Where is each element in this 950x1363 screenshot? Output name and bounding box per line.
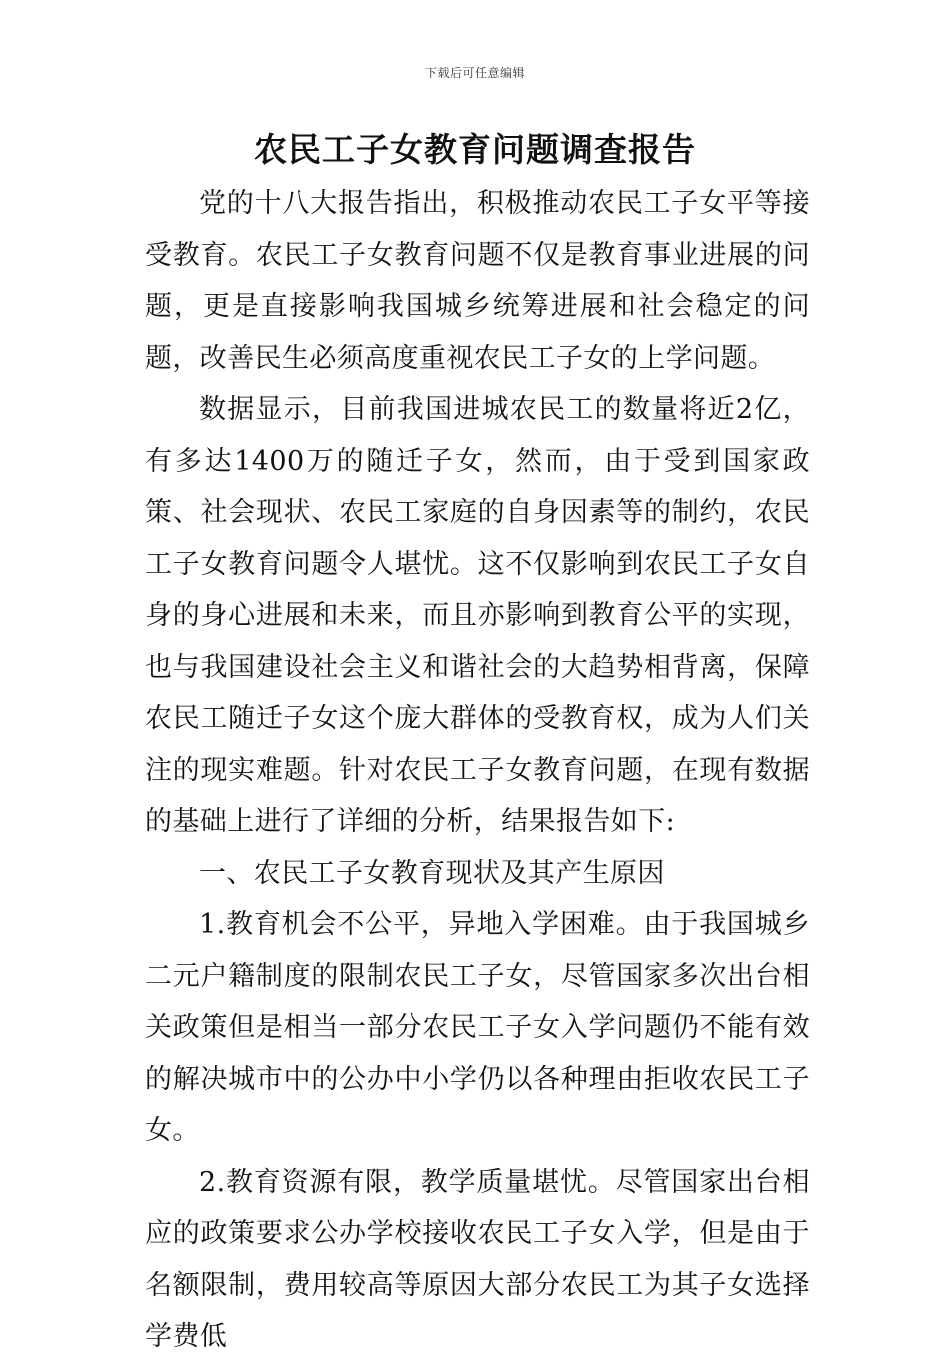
- header-note: 下载后可任意编辑: [424, 66, 525, 80]
- paragraph-data: 数据显示，目前我国进城农民工的数量将近2亿，有多达1400万的随迁子女，然而，由于受到国家政策、社会现状、农民工家庭的自身因素等的制约，农民工子女教育问题令人堪忧。这不仅影响到农民工子女自身的身心进展和未来，而且亦影响到教育公平的实现，也与我国建设社会主义和谐社会的大趋势相背离，保障农民工随迁子女这个庞大群体的受教育权，成为人们关注的现实难题。针对农民工子女教育问题，在现有数据的基础上进行了详细的分析，结果报告如下:: [145, 394, 810, 837]
- document-title: 农民工子女教育问题调查报告: [254, 130, 696, 169]
- document-body: [145, 178, 810, 1363]
- paragraph-intro: 党的十八大报告指出，积极推动农民工子女平等接受教育。农民工子女教育问题不仅是教育事业进展的问题，更是直接影响我国城乡统筹进展和社会稳定的问题，改善民生必须高度重视农民工子女的上学问题。: [145, 188, 810, 374]
- section-heading: 一、农民工子女教育现状及其产生原因: [199, 857, 665, 889]
- paragraph-point-2: 2.教育资源有限，教学质量堪忧。尽管国家出台相应的政策要求公办学校接收农民工子女入学，但是由于名额限制，费用较高等原因大部分农民工为其子女选择学费低: [145, 1166, 810, 1352]
- paragraph-point-1: 1.教育机会不公平，异地入学困难。由于我国城乡二元户籍制度的限制农民工子女，尽管国家多次出台相关政策但是相当一部分农民工子女入学问题仍不能有效的解决城市中的公办中小学仍以各种理由拒收农民工子女。: [145, 909, 810, 1146]
